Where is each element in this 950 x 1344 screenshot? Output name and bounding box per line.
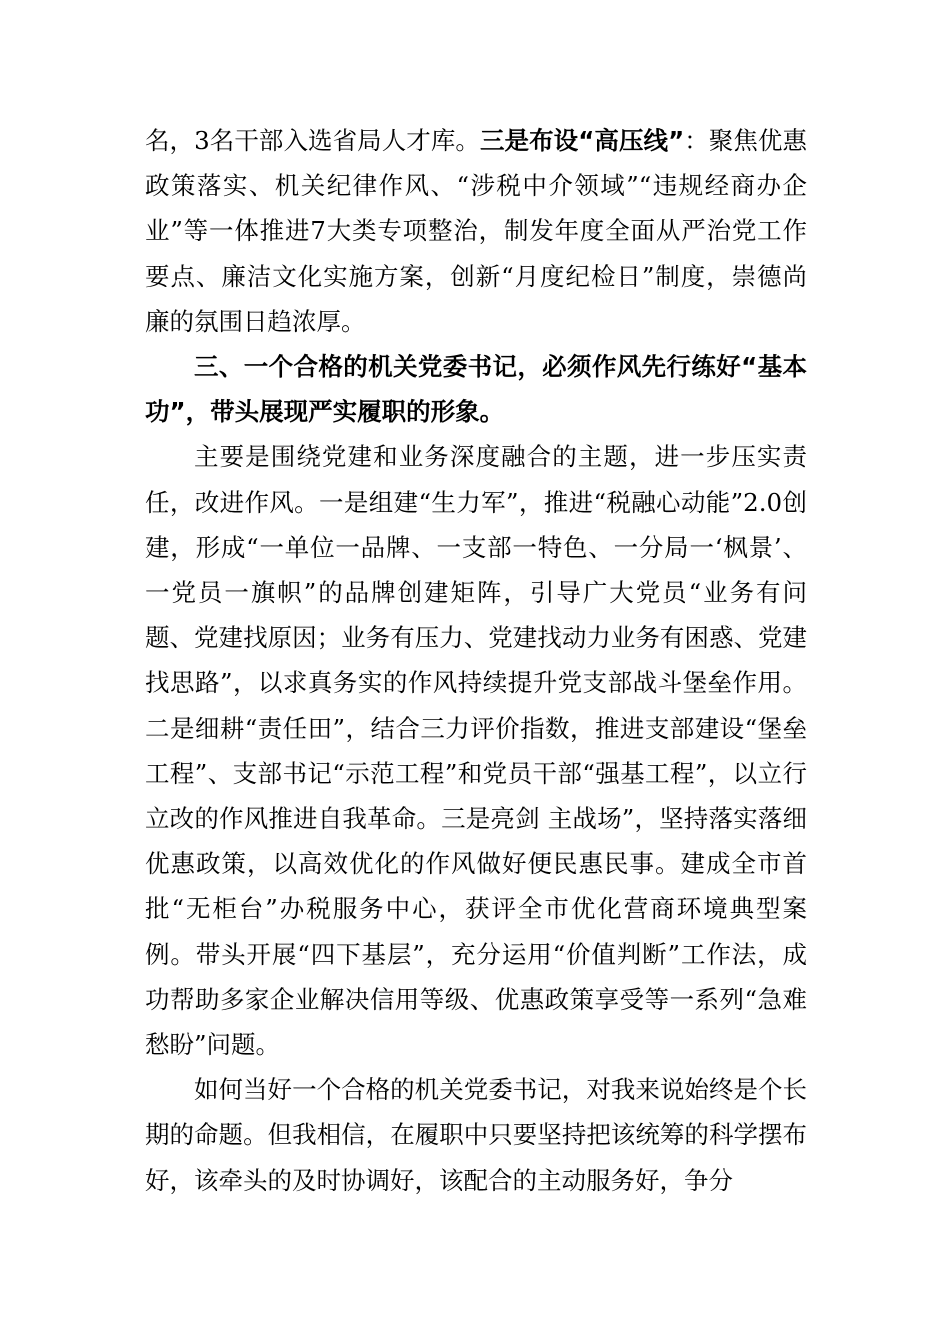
paragraph-text: 名，3名干部入选省局人才库。 bbox=[145, 126, 480, 155]
paragraph-text: ：聚焦优惠政策落实、机关纪律作风、“涉税中介领域”“违规经商办企业”等一体推进7大类专项整治，制发年度全面从严治党工作要点、廉洁文化实施方案，创新“月度纪检日”制度，崇德尚廉的氛围日趋浓厚。 bbox=[145, 126, 807, 336]
bold-phrase: 三是布设“高压线” bbox=[479, 126, 685, 155]
body-paragraph: 主要是围绕党建和业务深度融合的主题，进一步压实责任，改进作风。一是组建“生力军”，推进“税融心动能”2.0创建，形成“一单位一品牌、一支部一特色、一分局一‘枫景’、一党员一旗帜”的品牌创建矩阵，引导广大党员“业务有问题、党建找原因；业务有压力、党建找动力业务有困惑、党建找思路”，以求真务实的作风持续提升党支部战斗堡垒作用。二是细耕“责任田”，结合三力评价指数，推进支部建设“堡垒工程”、支部书记“示范工程”和党员干部“强基工程”，以立行立改的作风推进自我革命。三是亮剑 主战场”，坚持落实落细优惠政策，以高效优化的作风做好便民惠民事。建成全市首批“无柜台”办税服务中心，获评全市优化营商环境典型案例。带头开展“四下基层”，充分运用“价值判断”工作法，成功帮助多家企业解决信用等级、优惠政策享受等一系列“急难愁盼”问题。 bbox=[145, 442, 807, 1060]
section-heading: 三、一个合格的机关党委书记，必须作风先行练好“基本功”，带头展现严实履职的形象。 bbox=[145, 352, 807, 427]
document-page bbox=[145, 118, 807, 1203]
closing-paragraph: 如何当好一个合格的机关党委书记，对我来说始终是个长期的命题。但我相信，在履职中只要坚持把该统筹的科学摆布好，该牵头的及时协调好，该配合的主动服务好，争分 bbox=[145, 1075, 807, 1195]
paragraph-continuation bbox=[145, 118, 807, 344]
